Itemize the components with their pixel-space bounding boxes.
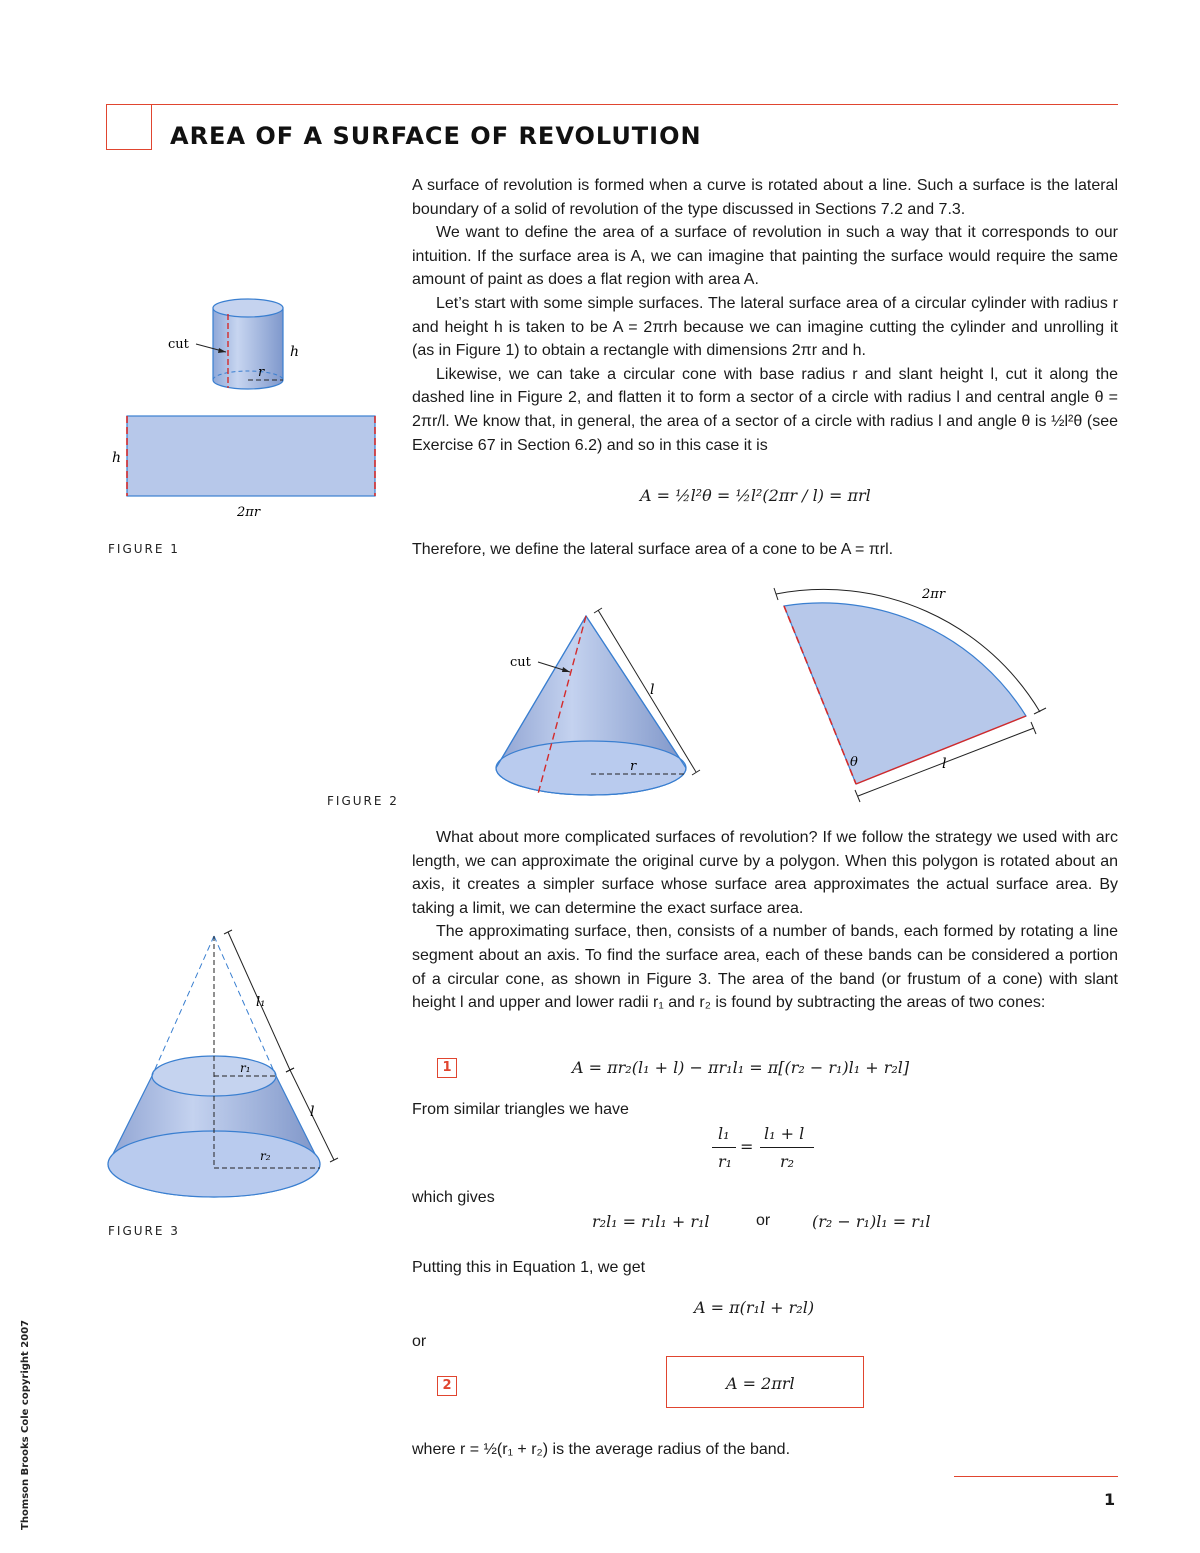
figure-3-caption: FIGURE 3 xyxy=(108,1224,180,1238)
body-text-2 xyxy=(412,826,1118,1015)
fig2-sector-l-label: l xyxy=(942,756,947,772)
fig2-l-label: l xyxy=(650,682,655,698)
equation-1: A = πr₂(l₁ + l) − πr₁l₁ = π[(r₂ − r₁)l₁ + r₂l] xyxy=(572,1058,910,1077)
paragraph-2: We want to define the area of a surface of revolution in such a way that it corresponds to our intuition. If the surface area is A, we can imagine that painting the surface would require the same amount of paint as does a flat region with area A. xyxy=(412,224,1118,289)
header-rule xyxy=(152,104,1118,105)
fig2-arc-label: 2πr xyxy=(922,587,946,602)
fig2-cut-label: cut xyxy=(510,655,531,670)
fraction-equals: = xyxy=(740,1137,754,1156)
paragraph-4: Likewise, we can take a circular cone with base radius r and slant height l, cut it along the dashed line in Figure 2, and flatten it to form a sector of a circle with radius l and central angle θ = 2πr/l. We know that, in general, the area of a sector of a circle with radius l and angle θ is ½l²θ (see Exercise 67 in Section 6.2) and so in this case it is xyxy=(412,365,1118,454)
figure-2-sector xyxy=(760,574,1060,806)
fig1-rect-h-label: h xyxy=(112,450,122,466)
equation-gives-a: r₂l₁ = r₁l₁ + r₁l xyxy=(592,1212,710,1231)
paragraph-12: where r = ½(r₁ + r₂) is the average radius of the band. xyxy=(412,1441,791,1458)
equation-gives-or: or xyxy=(756,1212,771,1229)
fig3-r2-label: r₂ xyxy=(260,1149,271,1163)
figure-3 xyxy=(100,920,350,1210)
paragraph-6: What about more complicated surfaces of revolution? If we follow the strategy we used with arc length, we can approximate the original curve by a polygon. When this polygon is rotated about an axis, it creates a simpler surface whose surface area approximates the actual surface area. By taking a limit, we can determine the exact surface area. xyxy=(412,829,1118,917)
fraction-right-bar xyxy=(760,1147,814,1148)
paragraph-8: From similar triangles we have xyxy=(412,1101,629,1118)
paragraph-11: or xyxy=(412,1333,427,1350)
fig3-l1-label: l₁ xyxy=(256,995,266,1010)
paragraph-3: Let’s start with some simple surfaces. The lateral surface area of a circular cylinder with radius r and height h is taken to be A = 2πrh because we can imagine cutting the cylinder and unrolling it (as in Figure 1) to obtain a rectangle with dimensions 2πr and h. xyxy=(412,294,1118,360)
fig1-r-label: r xyxy=(258,365,265,380)
fig3-l-label: l xyxy=(310,1104,315,1120)
page-title: AREA OF A SURFACE OF REVOLUTION xyxy=(170,122,702,150)
figure-1-caption: FIGURE 1 xyxy=(108,542,180,556)
fig1-width-label: 2πr xyxy=(237,505,261,520)
unrolled-rectangle xyxy=(127,416,375,496)
copyright-sidebar: Thomson Brooks Cole copyright 2007 xyxy=(20,1319,31,1530)
title-box xyxy=(106,104,152,150)
footer-rule xyxy=(954,1476,1118,1477)
equation-2-number: 2 xyxy=(437,1376,457,1396)
equation-gives-b: (r₂ − r₁)l₁ = r₁l xyxy=(812,1212,931,1231)
fig1-h-label: h xyxy=(290,344,300,360)
body-text xyxy=(412,174,1118,457)
paragraph-1: A surface of revolution is formed when a curve is rotated about a line. Such a surface is the lateral boundary of a solid of revolution of the type discussed in Sections 7.2 and 7.3. xyxy=(412,177,1118,218)
figure-2-cone xyxy=(490,600,720,810)
paragraph-7: The approximating surface, then, consists of a number of bands, each formed by rotating a line segment about an axis. To find the surface area, each of these bands can be considered a portion of a circular cone, as shown in Figure 3. The area of the band (or frustum of a cone) with slant height l and upper and lower radii r₁ and r₂ is found by subtracting the areas of two cones: xyxy=(412,923,1118,1012)
equation-2: A = 2πrl xyxy=(726,1374,795,1393)
fraction-right-den: r₂ xyxy=(780,1152,795,1171)
figure-2-caption: FIGURE 2 xyxy=(327,794,399,808)
equation-cone-area: A = ½l²θ = ½l²(2πr / l) = πrl xyxy=(640,486,871,505)
paragraph-9: which gives xyxy=(412,1189,495,1206)
fig2-r-label: r xyxy=(630,759,637,774)
paragraph-5: Therefore, we define the lateral surface area of a cone to be A = πrl. xyxy=(412,541,894,558)
fraction-right-num: l₁ + l xyxy=(764,1124,805,1143)
fraction-left-num: l₁ xyxy=(718,1124,730,1143)
fig3-r1-label: r₁ xyxy=(240,1061,251,1075)
page-number: 1 xyxy=(1104,1490,1116,1509)
cylinder xyxy=(213,299,283,389)
figure-1 xyxy=(100,290,390,530)
equation-put: A = π(r₁l + r₂l) xyxy=(694,1298,815,1317)
fraction-left-bar xyxy=(712,1147,736,1148)
equation-1-number: 1 xyxy=(437,1058,457,1078)
fraction-left-den: r₁ xyxy=(718,1152,733,1171)
paragraph-10: Putting this in Equation 1, we get xyxy=(412,1259,646,1276)
fig1-cut-label: cut xyxy=(168,337,189,352)
fig2-theta-label: θ xyxy=(850,755,858,770)
